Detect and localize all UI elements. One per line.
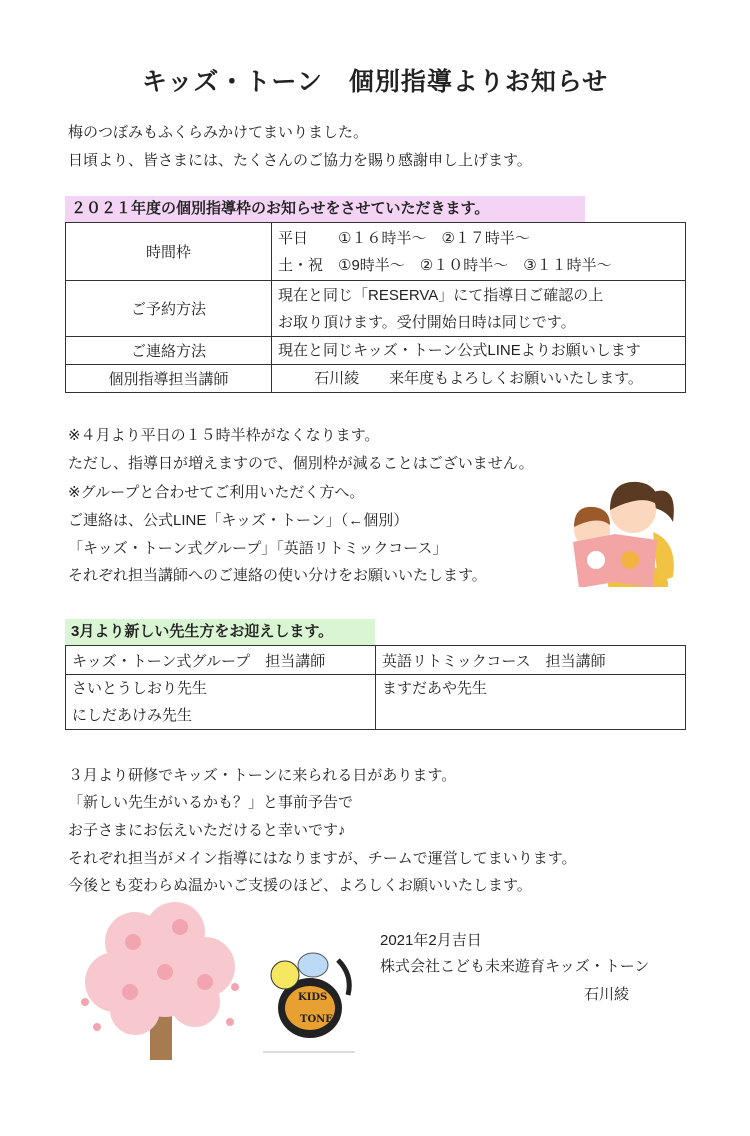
row-value: 平日 ①１６時半～ ②１７時半～ (278, 229, 530, 247)
column-header: キッズ・トーン式グループ 担当講師 (66, 646, 376, 675)
signature-name: 石川綾 (584, 986, 630, 1003)
page-title: キッズ・トーン 個別指導よりお知らせ (141, 68, 609, 96)
table-header-row (66, 646, 686, 675)
intro-line: 日頃より、皆さまには、たくさんのご協力を賜り感謝申し上げます。 (68, 152, 532, 169)
row-value: 土・祝 ①9時半～ ②１０時半～ ③１１時半～ (278, 256, 612, 274)
note-line: ※４月より平日の１５時半枠がなくなります。 (68, 427, 380, 444)
cherry-blossom-tree-illustration (75, 902, 255, 1062)
kids-tone-bee-logo (258, 940, 358, 1055)
row-label: 時間枠 (66, 223, 272, 281)
note-line: ご連絡は、公式LINE「キッズ・トーン」（←個別） (68, 512, 409, 529)
teacher-name: にしだあけみ先生 (72, 707, 193, 724)
signature-date: 2021年2月吉日 (380, 932, 482, 949)
table-row (66, 223, 686, 281)
intro-line: 梅のつぼみもふくらみかけてまいりました。 (68, 124, 369, 141)
section-heading-schedule: ２０２１年度の個別指導枠のお知らせをさせていただきます。 (65, 196, 585, 222)
teacher-name: ますだあや先生 (382, 680, 488, 697)
note-line: 「キッズ・トーン式グループ」「英語リトミックコース」 (68, 540, 448, 557)
closing-line: 今後とも変わらぬ温かいご支援のほど、よろしくお願いいたします。 (68, 877, 532, 894)
schedule-table (65, 222, 686, 393)
table-row (66, 365, 686, 393)
closing-line: 「新しい先生がいるかも？」と事前予告で (68, 794, 354, 811)
row-label: 個別指導担当講師 (66, 365, 272, 393)
row-value: 石川綾 来年度もよろしくお願いいたします。 (314, 370, 643, 387)
column-header: 英語リトミックコース 担当講師 (376, 646, 686, 675)
note-line: ※グループと合わせてご利用いただく方へ。 (68, 484, 365, 501)
mother-child-reading-illustration (558, 472, 683, 587)
teacher-name: さいとうしおり先生 (72, 680, 208, 697)
table-row (66, 337, 686, 365)
signature-company: 株式会社こども未来遊育キッズ・トーン (380, 958, 650, 975)
row-value: 現在と同じ「RESERVA」にて指導日ご確認の上 (278, 286, 604, 304)
row-label: ご連絡方法 (66, 337, 272, 365)
row-label: ご予約方法 (66, 281, 272, 337)
closing-line: ３月より研修でキッズ・トーンに来られる日があります。 (68, 767, 457, 784)
logo-text: KIDS (298, 992, 328, 1003)
section-heading-new-teachers: 3月より新しい先生方をお迎えします。 (65, 619, 375, 645)
note-line: ただし、指導日が増えますので、個別枠が減ることはございません。 (68, 455, 534, 472)
closing-line: お子さまにお伝えいただけると幸いです♪ (68, 822, 346, 839)
teachers-table (65, 645, 686, 730)
logo-text: TONE (300, 1014, 333, 1025)
row-value: 現在と同じキッズ・トーン公式LINEよりお願いします (278, 342, 641, 359)
row-value: お取り頂けます。受付開始日時は同じです。 (278, 313, 576, 331)
table-row (66, 675, 686, 730)
table-row (66, 281, 686, 337)
closing-line: それぞれ担当がメイン指導にはなりますが、チームで運営してまいります。 (68, 850, 577, 867)
note-line: それぞれ担当講師へのご連絡の使い分けをお願いいたします。 (68, 567, 487, 584)
